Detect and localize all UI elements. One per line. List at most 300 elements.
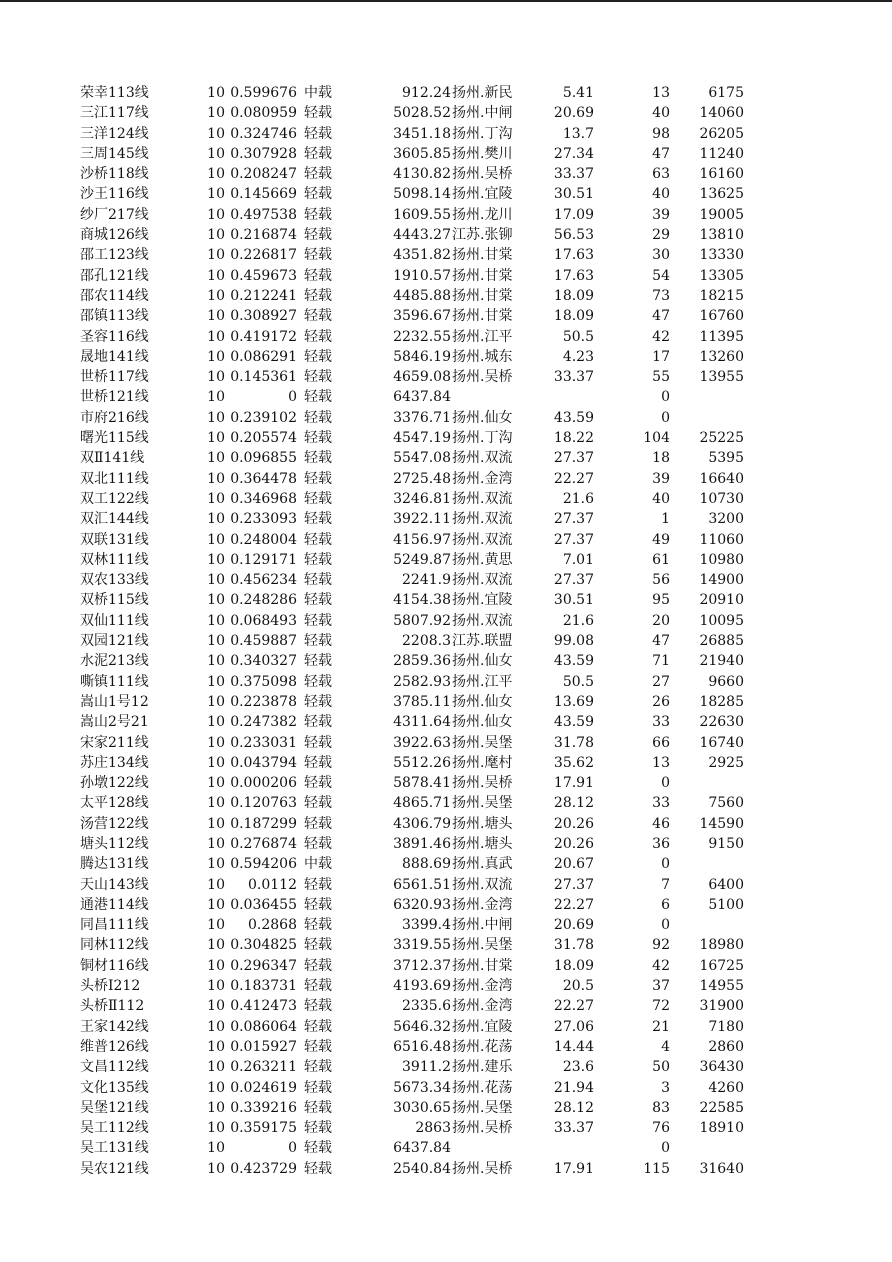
load-rate-cell: 0.375098 xyxy=(230,673,297,690)
distance-cell: 27.34 xyxy=(553,145,594,162)
count-cell: 0 xyxy=(661,1140,670,1157)
capacity-cell: 3712.37 xyxy=(393,957,451,974)
distance-cell: 99.08 xyxy=(553,633,594,650)
line-name-cell: 双桥115线 xyxy=(80,592,149,609)
load-rate-cell: 0.304825 xyxy=(230,937,297,954)
load-rate-cell: 0.599676 xyxy=(230,85,297,101)
voltage-cell: 10 xyxy=(207,85,225,101)
load-type-cell: 轻载 xyxy=(304,369,332,386)
voltage-cell: 10 xyxy=(207,978,225,995)
substation-cell: 扬州.双流 xyxy=(452,876,513,893)
capacity-cell: 5673.34 xyxy=(393,1079,451,1096)
line-name-cell: 商城126线 xyxy=(80,227,149,244)
load-rate-cell: 0.0112 xyxy=(248,876,297,893)
capacity-cell: 4659.08 xyxy=(393,369,451,386)
substation-cell: 扬州.宜陵 xyxy=(452,1018,513,1035)
voltage-cell: 10 xyxy=(207,673,225,690)
capacity-cell: 6320.93 xyxy=(393,896,451,913)
line-name-cell: 双农133线 xyxy=(80,572,149,589)
load-rate-cell: 0.145669 xyxy=(230,186,297,203)
load-type-cell: 中载 xyxy=(304,85,332,101)
total-cell: 13330 xyxy=(699,247,744,264)
capacity-cell: 3922.63 xyxy=(393,734,451,751)
substation-cell: 扬州.樊川 xyxy=(452,145,513,162)
distance-cell: 21.6 xyxy=(562,490,594,507)
capacity-cell: 4193.69 xyxy=(393,978,451,995)
line-name-cell: 同昌111线 xyxy=(80,917,149,934)
load-rate-cell: 0.086291 xyxy=(230,348,297,365)
capacity-cell: 6516.48 xyxy=(393,1038,451,1055)
load-type-cell: 轻载 xyxy=(304,1140,332,1157)
load-rate-cell: 0.068493 xyxy=(230,612,297,629)
table-row xyxy=(0,1057,892,1077)
line-name-cell: 汤营122线 xyxy=(80,815,149,832)
line-name-cell: 圣容116线 xyxy=(80,328,149,345)
count-cell: 104 xyxy=(643,430,670,447)
load-rate-cell: 0.043794 xyxy=(230,754,297,771)
distance-cell: 22.27 xyxy=(553,896,594,913)
load-rate-cell: 0.324746 xyxy=(230,125,297,142)
substation-cell: 扬州.甘棠 xyxy=(452,267,513,284)
load-type-cell: 轻载 xyxy=(304,1160,332,1177)
load-rate-cell: 0.423729 xyxy=(230,1160,297,1177)
substation-cell: 扬州.吴堡 xyxy=(452,937,513,954)
voltage-cell: 10 xyxy=(207,633,225,650)
voltage-cell: 10 xyxy=(207,957,225,974)
load-rate-cell: 0.276874 xyxy=(230,835,297,852)
distance-cell: 27.06 xyxy=(553,1018,594,1035)
load-rate-cell: 0.208247 xyxy=(230,166,297,183)
capacity-cell: 4443.27 xyxy=(393,227,451,244)
line-name-cell: 通港114线 xyxy=(80,896,149,913)
total-cell: 11395 xyxy=(699,328,744,345)
count-cell: 47 xyxy=(652,145,670,162)
count-cell: 7 xyxy=(661,876,670,893)
distance-cell: 4.23 xyxy=(562,348,594,365)
load-rate-cell: 0.459887 xyxy=(230,633,297,650)
substation-cell: 扬州.建乐 xyxy=(452,1059,513,1076)
total-cell: 36430 xyxy=(699,1059,744,1076)
capacity-cell: 5249.87 xyxy=(393,551,451,568)
load-rate-cell: 0.497538 xyxy=(230,206,297,223)
load-type-cell: 轻载 xyxy=(304,917,332,934)
total-cell: 31900 xyxy=(699,998,744,1015)
substation-cell: 扬州.江平 xyxy=(452,328,513,345)
load-rate-cell: 0.183731 xyxy=(230,978,297,995)
total-cell: 18910 xyxy=(699,1120,744,1137)
voltage-cell: 10 xyxy=(207,856,225,873)
load-type-cell: 轻载 xyxy=(304,531,332,548)
load-rate-cell: 0.080959 xyxy=(230,105,297,122)
count-cell: 4 xyxy=(661,1038,670,1055)
distance-cell: 43.59 xyxy=(553,409,594,426)
line-name-cell: 水泥213线 xyxy=(80,653,149,670)
load-type-cell: 轻载 xyxy=(304,572,332,589)
voltage-cell: 10 xyxy=(207,470,225,487)
line-name-cell: 三周145线 xyxy=(80,145,149,162)
count-cell: 56 xyxy=(652,572,670,589)
load-rate-cell: 0.226817 xyxy=(230,247,297,264)
line-name-cell: 纱厂217线 xyxy=(80,206,149,223)
voltage-cell: 10 xyxy=(207,1079,225,1096)
total-cell: 10980 xyxy=(699,551,744,568)
voltage-cell: 10 xyxy=(207,998,225,1015)
line-name-cell: 苏庄134线 xyxy=(80,754,149,771)
voltage-cell: 10 xyxy=(207,835,225,852)
distance-cell: 5.41 xyxy=(562,85,594,101)
table-row xyxy=(0,103,892,123)
load-rate-cell: 0.120763 xyxy=(230,795,297,812)
substation-cell: 扬州.吴桥 xyxy=(452,1120,513,1137)
load-type-cell: 轻载 xyxy=(304,287,332,304)
substation-cell: 扬州.中闸 xyxy=(452,105,513,122)
voltage-cell: 10 xyxy=(207,389,225,406)
distance-cell: 17.63 xyxy=(553,247,594,264)
load-type-cell: 轻载 xyxy=(304,389,332,406)
distance-cell: 13.69 xyxy=(553,693,594,710)
total-cell: 18215 xyxy=(699,287,744,304)
load-rate-cell: 0 xyxy=(288,389,297,406)
count-cell: 49 xyxy=(652,531,670,548)
line-name-cell: 王家142线 xyxy=(80,1018,149,1035)
load-type-cell: 轻载 xyxy=(304,1079,332,1096)
capacity-cell: 6437.84 xyxy=(393,1140,451,1157)
substation-cell: 扬州.仙女 xyxy=(452,714,513,731)
load-rate-cell: 0.247382 xyxy=(230,714,297,731)
line-name-cell: 世桥117线 xyxy=(80,369,149,386)
line-name-cell: 邵孔121线 xyxy=(80,267,149,284)
count-cell: 1 xyxy=(661,511,670,528)
count-cell: 0 xyxy=(661,856,670,873)
substation-cell: 扬州.甘棠 xyxy=(452,287,513,304)
line-name-cell: 双Ⅱ141线 xyxy=(80,450,145,467)
voltage-cell: 10 xyxy=(207,166,225,183)
capacity-cell: 3030.65 xyxy=(393,1099,451,1116)
table-row xyxy=(0,712,892,732)
load-type-cell: 轻载 xyxy=(304,145,332,162)
load-rate-cell: 0.086064 xyxy=(230,1018,297,1035)
voltage-cell: 10 xyxy=(207,653,225,670)
substation-cell: 江苏.张铆 xyxy=(452,227,513,244)
distance-cell: 20.69 xyxy=(553,917,594,934)
capacity-cell: 3891.46 xyxy=(393,835,451,852)
capacity-cell: 3451.18 xyxy=(393,125,451,142)
distance-cell: 27.37 xyxy=(553,511,594,528)
capacity-cell: 3399.4 xyxy=(402,917,451,934)
count-cell: 30 xyxy=(652,247,670,264)
substation-cell: 扬州.新民 xyxy=(452,85,513,101)
count-cell: 76 xyxy=(652,1120,670,1137)
load-rate-cell: 0.2868 xyxy=(248,917,297,934)
load-rate-cell: 0.015927 xyxy=(230,1038,297,1055)
capacity-cell: 2241.9 xyxy=(402,572,451,589)
load-rate-cell: 0.346968 xyxy=(230,490,297,507)
total-cell: 22585 xyxy=(699,1099,744,1116)
load-rate-cell: 0.308927 xyxy=(230,308,297,325)
load-type-cell: 轻载 xyxy=(304,348,332,365)
line-name-cell: 邵镇113线 xyxy=(80,308,149,325)
load-rate-cell: 0.456234 xyxy=(230,572,297,589)
substation-cell: 扬州.吴堡 xyxy=(452,734,513,751)
load-rate-cell: 0.339216 xyxy=(230,1099,297,1116)
capacity-cell: 3319.55 xyxy=(393,937,451,954)
distance-cell: 21.94 xyxy=(553,1079,594,1096)
total-cell: 9660 xyxy=(708,673,744,690)
distance-cell: 27.37 xyxy=(553,531,594,548)
total-cell: 26885 xyxy=(699,633,744,650)
distance-cell: 33.37 xyxy=(553,369,594,386)
substation-cell: 扬州.中闸 xyxy=(452,917,513,934)
voltage-cell: 10 xyxy=(207,714,225,731)
count-cell: 0 xyxy=(661,917,670,934)
count-cell: 17 xyxy=(652,348,670,365)
substation-cell: 扬州.双流 xyxy=(452,450,513,467)
substation-cell: 扬州.塘头 xyxy=(452,815,513,832)
count-cell: 115 xyxy=(643,1160,670,1177)
total-cell: 18285 xyxy=(699,693,744,710)
voltage-cell: 10 xyxy=(207,1140,225,1157)
table-row xyxy=(0,976,892,996)
substation-cell: 扬州.城东 xyxy=(452,348,513,365)
table-row xyxy=(0,1098,892,1118)
total-cell: 5100 xyxy=(708,896,744,913)
line-name-cell: 双仙111线 xyxy=(80,612,149,629)
load-type-cell: 轻载 xyxy=(304,1038,332,1055)
voltage-cell: 10 xyxy=(207,1059,225,1076)
voltage-cell: 10 xyxy=(207,693,225,710)
load-type-cell: 轻载 xyxy=(304,592,332,609)
table-row xyxy=(0,793,892,813)
distance-cell: 50.5 xyxy=(562,673,594,690)
count-cell: 40 xyxy=(652,186,670,203)
voltage-cell: 10 xyxy=(207,896,225,913)
total-cell: 21940 xyxy=(699,653,744,670)
capacity-cell: 4154.38 xyxy=(393,592,451,609)
substation-cell: 扬州.金湾 xyxy=(452,470,513,487)
load-rate-cell: 0.248004 xyxy=(230,531,297,548)
load-rate-cell: 0.296347 xyxy=(230,957,297,974)
table-row xyxy=(0,144,892,164)
load-type-cell: 轻载 xyxy=(304,754,332,771)
line-name-cell: 维普126线 xyxy=(80,1038,149,1055)
total-cell: 22630 xyxy=(699,714,744,731)
substation-cell: 扬州.丁沟 xyxy=(452,430,513,447)
load-rate-cell: 0.216874 xyxy=(230,227,297,244)
distance-cell: 20.5 xyxy=(562,978,594,995)
line-name-cell: 文化135线 xyxy=(80,1079,149,1096)
line-name-cell: 文昌112线 xyxy=(80,1059,149,1076)
line-name-cell: 晟地141线 xyxy=(80,348,149,365)
load-rate-cell: 0.239102 xyxy=(230,409,297,426)
load-type-cell: 轻载 xyxy=(304,633,332,650)
voltage-cell: 10 xyxy=(207,1038,225,1055)
total-cell: 4260 xyxy=(708,1079,744,1096)
capacity-cell: 4306.79 xyxy=(393,815,451,832)
line-name-cell: 孙墩122线 xyxy=(80,775,149,792)
distance-cell: 18.22 xyxy=(553,430,594,447)
data-table xyxy=(0,83,892,1179)
count-cell: 66 xyxy=(652,734,670,751)
count-cell: 6 xyxy=(661,896,670,913)
load-rate-cell: 0.412473 xyxy=(230,998,297,1015)
table-row xyxy=(0,935,892,955)
line-name-cell: 嵩山1号12 xyxy=(80,693,149,710)
line-name-cell: 嘶镇111线 xyxy=(80,673,149,690)
load-type-cell: 轻载 xyxy=(304,734,332,751)
capacity-cell: 4865.71 xyxy=(393,795,451,812)
table-row xyxy=(0,1037,892,1057)
count-cell: 33 xyxy=(652,714,670,731)
count-cell: 20 xyxy=(652,612,670,629)
load-type-cell: 轻载 xyxy=(304,125,332,142)
count-cell: 47 xyxy=(652,633,670,650)
load-type-cell: 轻载 xyxy=(304,876,332,893)
total-cell: 11240 xyxy=(699,145,744,162)
capacity-cell: 5646.32 xyxy=(393,1018,451,1035)
count-cell: 0 xyxy=(661,389,670,406)
voltage-cell: 10 xyxy=(207,247,225,264)
distance-cell: 13.7 xyxy=(562,125,594,142)
voltage-cell: 10 xyxy=(207,105,225,122)
table-row xyxy=(0,428,892,448)
capacity-cell: 5028.52 xyxy=(393,105,451,122)
voltage-cell: 10 xyxy=(207,592,225,609)
line-name-cell: 双汇144线 xyxy=(80,511,149,528)
voltage-cell: 10 xyxy=(207,876,225,893)
distance-cell: 21.6 xyxy=(562,612,594,629)
capacity-cell: 5807.92 xyxy=(393,612,451,629)
total-cell: 16160 xyxy=(699,166,744,183)
load-type-cell: 轻载 xyxy=(304,795,332,812)
line-name-cell: 吴农121线 xyxy=(80,1160,149,1177)
voltage-cell: 10 xyxy=(207,328,225,345)
table-row xyxy=(0,509,892,529)
count-cell: 0 xyxy=(661,775,670,792)
table-row xyxy=(0,408,892,428)
distance-cell: 28.12 xyxy=(553,1099,594,1116)
load-type-cell: 轻载 xyxy=(304,1120,332,1137)
table-row xyxy=(0,1138,892,1158)
table-row xyxy=(0,387,892,407)
total-cell: 10095 xyxy=(699,612,744,629)
load-rate-cell: 0.419172 xyxy=(230,328,297,345)
substation-cell: 扬州.丁沟 xyxy=(452,125,513,142)
line-name-cell: 吴工131线 xyxy=(80,1140,149,1157)
count-cell: 42 xyxy=(652,957,670,974)
capacity-cell: 3785.11 xyxy=(393,693,451,710)
voltage-cell: 10 xyxy=(207,490,225,507)
table-row xyxy=(0,570,892,590)
total-cell: 13305 xyxy=(699,267,744,284)
capacity-cell: 888.69 xyxy=(402,856,451,873)
table-row xyxy=(0,854,892,874)
capacity-cell: 2540.84 xyxy=(393,1160,451,1177)
capacity-cell: 6437.84 xyxy=(393,389,451,406)
load-rate-cell: 0.364478 xyxy=(230,470,297,487)
count-cell: 40 xyxy=(652,490,670,507)
distance-cell: 43.59 xyxy=(553,714,594,731)
count-cell: 83 xyxy=(652,1099,670,1116)
table-row xyxy=(0,550,892,570)
count-cell: 47 xyxy=(652,308,670,325)
substation-cell: 扬州.吴堡 xyxy=(452,795,513,812)
substation-cell: 扬州.双流 xyxy=(452,511,513,528)
voltage-cell: 10 xyxy=(207,450,225,467)
line-name-cell: 宋家211线 xyxy=(80,734,149,751)
voltage-cell: 10 xyxy=(207,1099,225,1116)
substation-cell: 扬州.吴堡 xyxy=(452,1099,513,1116)
voltage-cell: 10 xyxy=(207,1160,225,1177)
capacity-cell: 2232.55 xyxy=(393,328,451,345)
table-row xyxy=(0,448,892,468)
distance-cell: 20.67 xyxy=(553,856,594,873)
line-name-cell: 沙王116线 xyxy=(80,186,149,203)
load-rate-cell: 0.223878 xyxy=(230,693,297,710)
capacity-cell: 3605.85 xyxy=(393,145,451,162)
substation-cell: 扬州.仙女 xyxy=(452,653,513,670)
voltage-cell: 10 xyxy=(207,206,225,223)
voltage-cell: 10 xyxy=(207,430,225,447)
substation-cell: 扬州.吴桥 xyxy=(452,369,513,386)
distance-cell: 30.51 xyxy=(553,186,594,203)
substation-cell: 扬州.宜陵 xyxy=(452,592,513,609)
table-row xyxy=(0,184,892,204)
distance-cell: 31.78 xyxy=(553,734,594,751)
distance-cell: 27.37 xyxy=(553,876,594,893)
load-type-cell: 轻载 xyxy=(304,998,332,1015)
count-cell: 46 xyxy=(652,815,670,832)
distance-cell: 31.78 xyxy=(553,937,594,954)
line-name-cell: 双园121线 xyxy=(80,633,149,650)
voltage-cell: 10 xyxy=(207,267,225,284)
table-row xyxy=(0,733,892,753)
table-row xyxy=(0,1017,892,1037)
count-cell: 98 xyxy=(652,125,670,142)
distance-cell: 20.26 xyxy=(553,835,594,852)
table-row xyxy=(0,1159,892,1179)
substation-cell: 扬州.宜陵 xyxy=(452,186,513,203)
voltage-cell: 10 xyxy=(207,1018,225,1035)
line-name-cell: 市府216线 xyxy=(80,409,149,426)
line-name-cell: 双北111线 xyxy=(80,470,149,487)
distance-cell: 14.44 xyxy=(553,1038,594,1055)
distance-cell: 33.37 xyxy=(553,166,594,183)
count-cell: 42 xyxy=(652,328,670,345)
distance-cell: 18.09 xyxy=(553,287,594,304)
load-type-cell: 轻载 xyxy=(304,470,332,487)
total-cell: 13625 xyxy=(699,186,744,203)
line-name-cell: 邵农114线 xyxy=(80,287,149,304)
substation-cell: 扬州.双流 xyxy=(452,531,513,548)
distance-cell: 27.37 xyxy=(553,450,594,467)
load-type-cell: 轻载 xyxy=(304,937,332,954)
total-cell: 19005 xyxy=(699,206,744,223)
substation-cell: 扬州.甘棠 xyxy=(452,957,513,974)
line-name-cell: 天山143线 xyxy=(80,876,149,893)
distance-cell: 50.5 xyxy=(562,328,594,345)
load-type-cell: 轻载 xyxy=(304,247,332,264)
load-rate-cell: 0.359175 xyxy=(230,1120,297,1137)
load-type-cell: 轻载 xyxy=(304,267,332,284)
line-name-cell: 塘头112线 xyxy=(80,835,149,852)
load-type-cell: 轻载 xyxy=(304,673,332,690)
load-rate-cell: 0.212241 xyxy=(230,287,297,304)
voltage-cell: 10 xyxy=(207,815,225,832)
capacity-cell: 4311.64 xyxy=(393,714,451,731)
table-row xyxy=(0,753,892,773)
count-cell: 54 xyxy=(652,267,670,284)
load-type-cell: 轻载 xyxy=(304,206,332,223)
